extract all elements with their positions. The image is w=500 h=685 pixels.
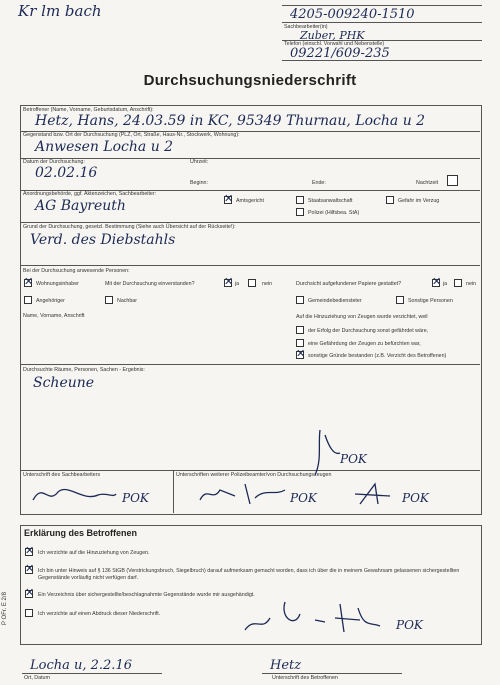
- betroffener-value: Hetz, Hans, 24.03.59 in KC, 95349 Thurnau, Locha u 2: [35, 113, 426, 129]
- amtsgericht-checkbox[interactable]: [224, 196, 232, 204]
- ort-datum-line: [22, 673, 162, 674]
- telefon-value: 09221/609-235: [290, 46, 390, 61]
- durchsicht-ja-checkbox[interactable]: [432, 279, 440, 287]
- durchsicht-nein-checkbox[interactable]: [454, 279, 462, 287]
- gemeindebed-label: Gemeindebediensteter: [308, 298, 362, 304]
- unterschrift-betroffener-line: [262, 673, 402, 674]
- name-label: Name, Vorname, Anschrift: [23, 313, 85, 319]
- sonstige-gruende-checkbox[interactable]: [296, 351, 304, 359]
- page-title: Durchsuchungsniederschrift: [143, 72, 357, 89]
- sachbearbeiter-value: Zuber, PHK: [300, 29, 365, 42]
- betroffener-label: Betroffener (Name, Vorname, Geburtsdatum, Anschrift):: [23, 107, 154, 113]
- divider: [21, 364, 480, 365]
- raeume-label: Durchsuchte Räume, Personen, Sachen - Ergebnis:: [23, 367, 145, 373]
- gefahr-label: Gefahr im Verzug: [398, 198, 440, 204]
- ort-datum-label: Ort, Datum: [24, 675, 50, 681]
- signature-pok: POK: [402, 491, 429, 505]
- angehoeriger-checkbox[interactable]: [24, 296, 32, 304]
- durchsicht-ja-label: ja: [443, 281, 448, 287]
- datum-label: Datum der Durchsuchung:: [23, 159, 85, 165]
- erklaerung-item2-label: Ich bin unter Hinweis auf § 136 StGB (Verstrickungsbruch, Siegelbruch) darauf aufmerksam gemacht worden, dass ich über die in meinem Gewahrsam gelassenen sichergestellten Gegenstände vorläufig nicht verfügen darf.: [38, 568, 460, 581]
- side-text: P OFr. E 2/8: [2, 592, 8, 625]
- anwesend-label: Bei der Durchsuchung anwesende Personen:: [23, 268, 130, 274]
- header-line: [282, 22, 482, 23]
- durchsicht-nein-label: nein: [466, 281, 477, 287]
- header-line: [282, 5, 482, 6]
- erklaerung-item3-checkbox[interactable]: [25, 590, 33, 598]
- sonstige-personen-label: Sonstige Personen: [408, 298, 453, 304]
- behoerde-value: AG Bayreuth: [35, 198, 126, 214]
- grund-value: Verd. des Diebstahls: [30, 232, 176, 248]
- staatsanwaltschaft-checkbox[interactable]: [296, 196, 304, 204]
- einverstanden-nein-checkbox[interactable]: [248, 279, 256, 287]
- signature-scribble: [195, 478, 290, 508]
- ort-datum-value: Locha u, 2.2.16: [30, 658, 132, 673]
- wohnungsinhaber-label: Wohnungsinhaber: [36, 281, 79, 287]
- erfolg-checkbox[interactable]: [296, 326, 304, 334]
- gefaehrdung-checkbox[interactable]: [296, 339, 304, 347]
- grund-label: Grund der Durchsuchung, gesetzl. Bestimmung (Siehe auch Übersicht auf der Rückseite!):: [23, 224, 236, 230]
- divider: [21, 158, 480, 159]
- einverstanden-nein-label: nein: [262, 281, 273, 287]
- sonstige-gruende-label: sonstige Gründe bestanden (z.B. Verzicht des Betroffenen): [308, 353, 447, 359]
- ende-label: Ende:: [312, 180, 326, 186]
- signature-pok: POK: [340, 452, 367, 466]
- uhrzeit-label: Uhrzeit:: [190, 159, 209, 165]
- datum-value: 02.02.16: [35, 165, 98, 181]
- einverstanden-ja-checkbox[interactable]: [224, 279, 232, 287]
- durchsicht-label: Durchsicht aufgefundener Papiere gestattet?: [296, 281, 402, 287]
- gefaehrdung-label: eine Gefährdung der Zeugen zu befürchten war,: [308, 341, 421, 347]
- erklaerung-item4-checkbox[interactable]: [25, 609, 33, 617]
- erklaerung-item3-label: Ein Verzeichnis über sichergestellte/beschlagnahmte Gegenstände wurde mir ausgehändigt.: [38, 592, 255, 598]
- telefon-label: Telefon (einschl. Vorwahl und Nebenstelle): [284, 41, 385, 47]
- signature-divider: [173, 470, 174, 513]
- unterschrift-betroffener-label: Unterschrift des Betroffenen: [272, 675, 338, 681]
- polizei-checkbox[interactable]: [296, 208, 304, 216]
- sachbearbeiter-label: Sachbearbeiter(in): [284, 24, 328, 30]
- aktenzeichen-value: 4205-009240-1510: [290, 7, 415, 22]
- erklaerung-heading: Erklärung des Betroffenen: [24, 528, 138, 538]
- top-left-handwriting: Kr lm bach: [18, 2, 102, 20]
- header-line: [282, 60, 482, 61]
- beginn-label: Beginn:: [190, 180, 208, 186]
- nachbar-label: Nachbar: [117, 298, 138, 304]
- signature-scribble: [28, 480, 118, 508]
- erklaerung-item2-checkbox[interactable]: [25, 566, 33, 574]
- staatsanwaltschaft-label: Staatsanwaltschaft: [308, 198, 353, 204]
- erklaerung-item1-label: Ich verzichte auf die Hinzuziehung von Zeugen.: [38, 550, 150, 556]
- einverstanden-label: Mit der Durchsuchung einverstanden?: [105, 281, 195, 287]
- gemeindebed-checkbox[interactable]: [296, 296, 304, 304]
- signature-pok: POK: [122, 491, 149, 505]
- angehoeriger-label: Angehöriger: [36, 298, 65, 304]
- nachtzeit-checkbox[interactable]: [447, 175, 458, 186]
- unterschrift-weitere-label: Unterschriften weiterer Polizeibeamter/von Durchsuchungszeugen: [176, 472, 332, 478]
- signature-pok: POK: [290, 491, 317, 505]
- signature-pok: POK: [396, 618, 423, 632]
- verzicht-text: Auf die Hinzuziehung von Zeugen wurde verzichtet, weil: [296, 314, 428, 320]
- sonstige-personen-checkbox[interactable]: [396, 296, 404, 304]
- nachbar-checkbox[interactable]: [105, 296, 113, 304]
- nachtzeit-label: Nachtzeit: [416, 180, 439, 186]
- erfolg-label: der Erfolg der Durchsuchung sonst gefährdet wäre,: [308, 328, 429, 334]
- divider: [21, 222, 480, 223]
- gegenstand-value: Anwesen Locha u 2: [35, 139, 174, 155]
- amtsgericht-label: Amtsgericht: [236, 198, 264, 204]
- erklaerung-item1-checkbox[interactable]: [25, 548, 33, 556]
- erklaerung-item4-label: Ich verzichte auf einen Abdruck dieser Niederschrift.: [38, 611, 161, 617]
- betroffener-signature: Hetz: [270, 658, 302, 673]
- behoerde-label: Anordnungsbehörde, ggf. Aktenzeichen, Sachbearbeiter:: [23, 191, 157, 197]
- einverstanden-ja-label: ja: [235, 281, 240, 287]
- divider: [21, 265, 480, 266]
- polizei-label: Polizei (Hilfsbea. StA): [308, 210, 360, 216]
- raeume-value: Scheune: [33, 375, 95, 391]
- divider: [21, 470, 480, 471]
- gegenstand-label: Gegenstand bzw. Ort der Durchsuchung (PLZ, Ort, Straße, Haus-Nr., Stockwerk, Wohnung):: [23, 132, 240, 138]
- signature-scribble: [240, 598, 390, 638]
- signature-scribble: [350, 480, 400, 508]
- unterschrift-sachbearbeiter-label: Unterschrift des Sachbearbeiters: [23, 472, 101, 478]
- gefahr-checkbox[interactable]: [386, 196, 394, 204]
- wohnungsinhaber-checkbox[interactable]: [24, 279, 32, 287]
